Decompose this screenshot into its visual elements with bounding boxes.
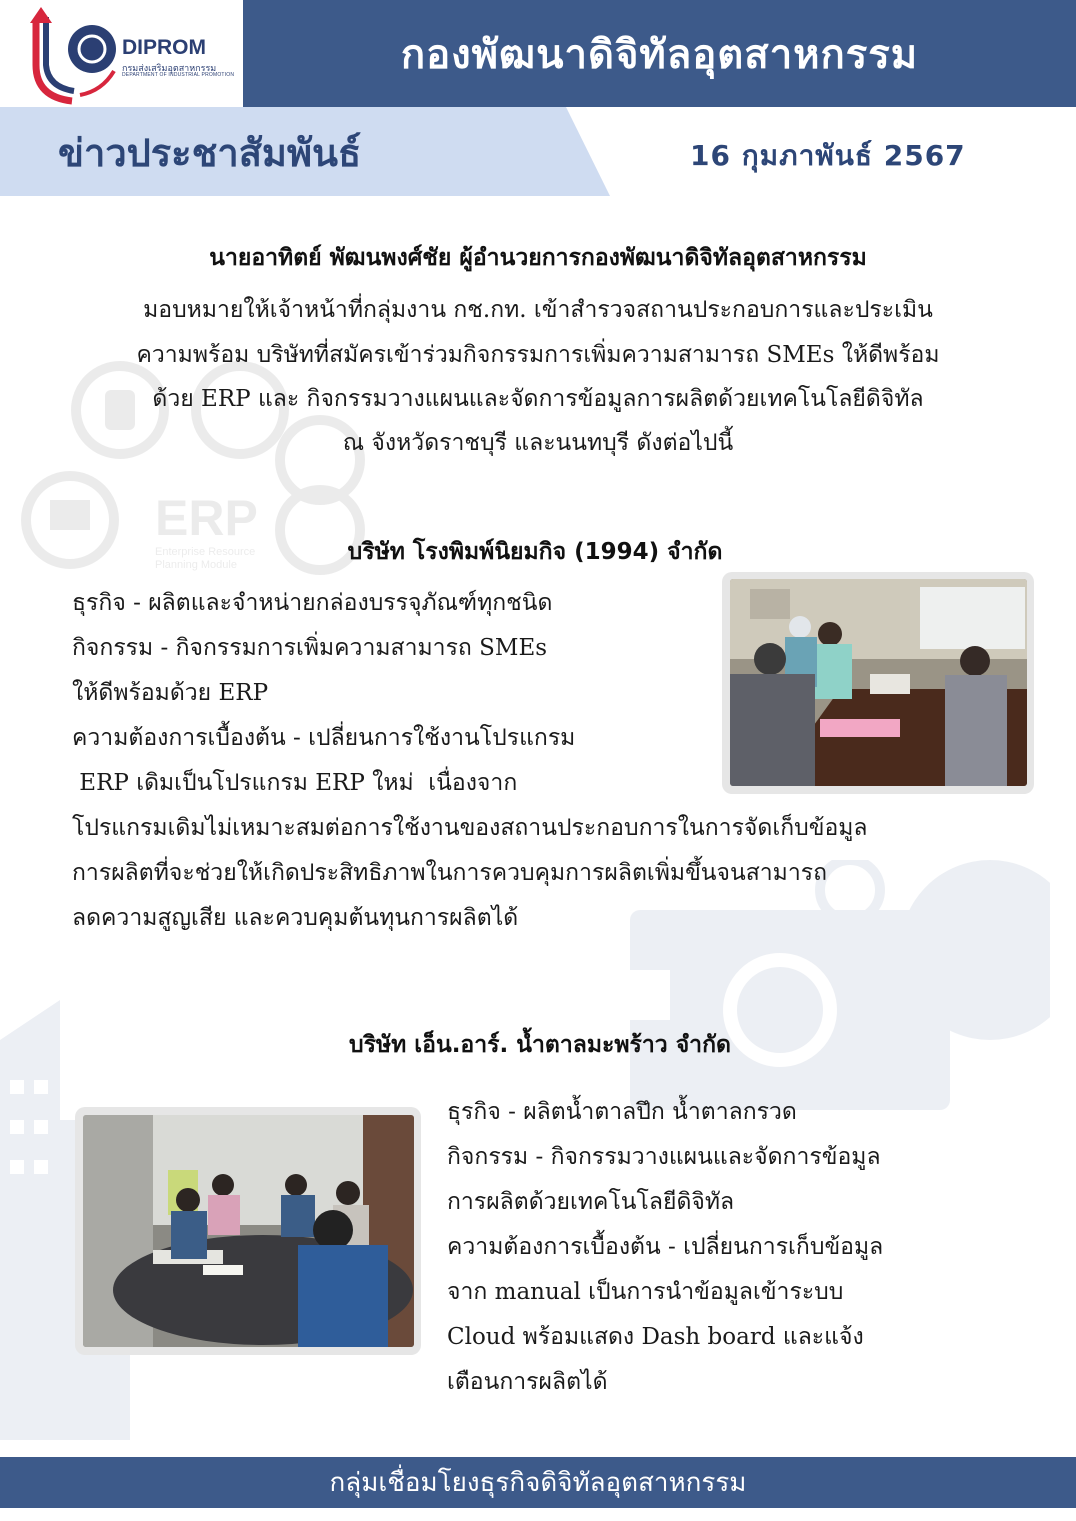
news-banner-title: ข่าวประชาสัมพันธ์	[58, 131, 362, 175]
intro-line: ด้วย ERP และ กิจกรรมวางแผนและจัดการข้อมูลการผลิตด้วยเทคโนโลยีดิจิทัล	[152, 386, 924, 412]
erp-watermark-sub1: Enterprise Resource	[155, 546, 256, 558]
erp-watermark-sub2: Planning Module	[155, 559, 237, 571]
news-date: 16 กุมภาพันธ์ 2567	[690, 139, 966, 172]
intro-line: ณ จังหวัดราชบุรี และนนทบุรี ดังต่อไปนี้	[342, 430, 734, 456]
diprom-logo-icon	[22, 5, 122, 105]
intro-heading: นายอาทิตย์ พัฒนพงศ์ชัย ผู้อำนวยการกองพัฒนาดิจิทัลอุตสาหกรรม	[209, 245, 867, 271]
footer-text: กลุ่มเชื่อมโยงธุรกิจดิจิทัลอุตสาหกรรม	[329, 1468, 747, 1498]
org-title: กองพัฒนาดิจิทัลอุตสาหกรรม	[400, 31, 919, 78]
company-2-line: เตือนการผลิตได้	[447, 1369, 608, 1395]
analytics-watermark-graphic	[590, 860, 1050, 1120]
company-1-line: ความต้องการเบื้องต้น - เปลี่ยนการใช้งานโปรแกรม	[72, 725, 576, 751]
company-1-line: การผลิตที่จะช่วยให้เกิดประสิทธิภาพในการควบคุมการผลิตเพิ่มขึ้นจนสามารถ	[72, 860, 828, 886]
company-2-line: จาก manual เป็นการนำข้อมูลเข้าระบบ	[447, 1279, 844, 1305]
company-1-meeting-photo	[730, 579, 1027, 786]
logo-name: DIPROM	[122, 36, 206, 59]
company-1-name: บริษัท โรงพิมพ์นิยมกิจ (1994) จำกัด	[347, 539, 723, 565]
company-2-line: การผลิตด้วยเทคโนโลยีดิจิทัล	[447, 1189, 735, 1215]
company-1-line: ให้ดีพร้อมด้วย ERP	[72, 680, 269, 706]
company-2-line: Cloud พร้อมแสดง Dash board และแจ้ง	[447, 1324, 864, 1350]
logo-subtitle-eng: DEPARTMENT OF INDUSTRIAL PROMOTION	[122, 72, 235, 78]
company-2-line: ธุรกิจ - ผลิตน้ำตาลปึก น้ำตาลกรวด	[447, 1099, 797, 1125]
company-1-line: ลดความสูญเสีย และควบคุมต้นทุนการผลิตได้	[72, 905, 519, 931]
logo-subtitle-thai: กรมส่งเสริมอุตสาหกรรม	[122, 63, 217, 73]
company-1-line: ธุรกิจ - ผลิตและจำหน่ายกล่องบรรจุภัณฑ์ทุกชนิด	[72, 590, 553, 616]
company-2-line: กิจกรรม - กิจกรรมวางแผนและจัดการข้อมูล	[447, 1144, 881, 1170]
company-2-name: บริษัท เอ็น.อาร์. น้ำตาลมะพร้าว จำกัด	[349, 1032, 731, 1058]
company-1-line: โปรแกรมเดิมไม่เหมาะสมต่อการใช้งานของสถานประกอบการในการจัดเก็บข้อมูล	[72, 815, 868, 841]
erp-watermark-text: ERP	[155, 490, 258, 546]
company-1-line: ERP เดิมเป็นโปรแกรม ERP ใหม่ เนื่องจาก	[72, 770, 518, 796]
company-1-line: กิจกรรม - กิจกรรมการเพิ่มความสามารถ SMEs	[72, 635, 548, 661]
intro-line: ความพร้อม บริษัทที่สมัครเข้าร่วมกิจกรรมการเพิ่มความสามารถ SMEs ให้ดีพร้อม	[136, 342, 940, 368]
company-2-meeting-photo	[83, 1115, 414, 1347]
intro-line: มอบหมายให้เจ้าหน้าที่กลุ่มงาน กช.กท. เข้าสำรวจสถานประกอบการและประเมิน	[143, 297, 933, 323]
company-2-line: ความต้องการเบื้องต้น - เปลี่ยนการเก็บข้อมูล	[447, 1234, 884, 1260]
